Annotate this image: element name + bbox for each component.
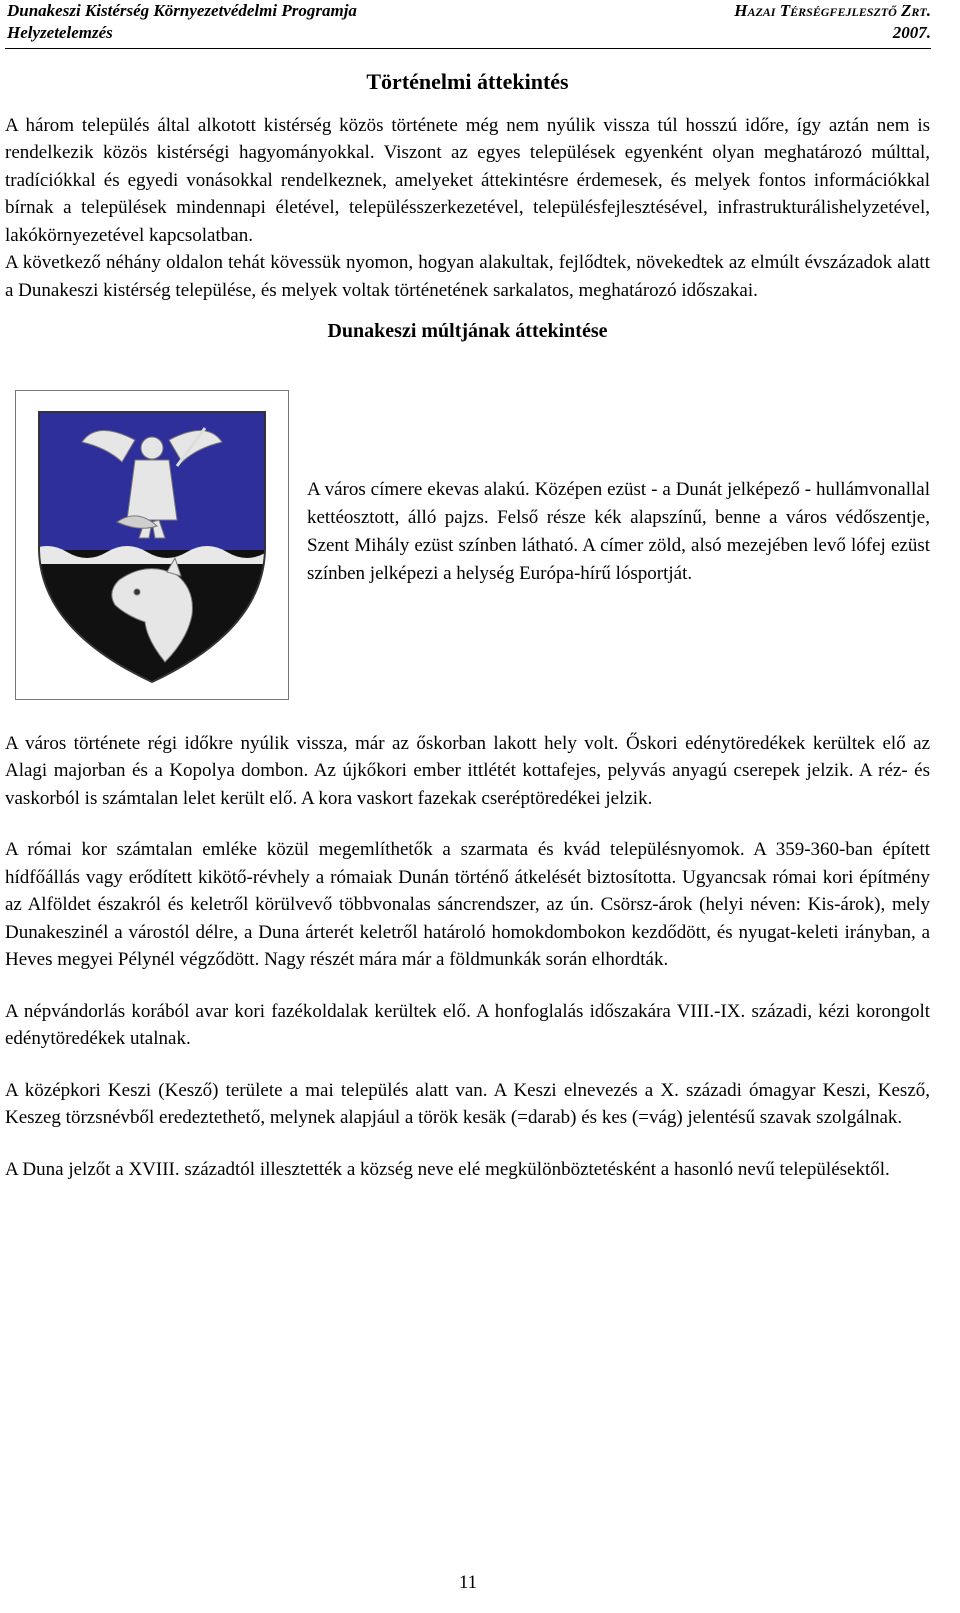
header-divider: [5, 48, 931, 49]
header-program-title: Dunakeszi Kistérség Környezetvédelmi Programja: [7, 1, 357, 20]
intro-paragraph: A három település által alkotott kistérség közös története még nem nyúlik vissza túl hosszú időre, így aztán nem is rendelkezik közös kistérségi hagyományokkal. Viszont az egyes települések egyenként olyan meghatározó múlttal, tradíciókkal és egyedi vonásokkal rendelkeznek, amelyeket áttekintésre érdemesek, és melyek fontos információkkal bírnak a települések mindennapi életével, településszerkezetével, településfejlesztésével, infrastrukturálishelyzetével, lakókörnyezetével kapcsolatban.: [5, 114, 930, 246]
header-company-name: Hazai Térségfejlesztő Zrt.: [734, 1, 931, 20]
intro-paragraph: A következő néhány oldalon tehát kövessük nyomon, hogyan alakultak, fejlődtek, növekedtek az elmúlt évszázadok alatt a Dunakeszi kistérség települése, és melyek voltak történetének sarkalatos, meghatározó időszakai.: [5, 252, 930, 301]
history-paragraph: A Duna jelzőt a XVIII. századtól illesztették a község neve elé megkülönböztetésként a hasonló nevű településektől.: [5, 1158, 890, 1180]
header-year: 2007.: [892, 23, 931, 42]
header-section-name: Helyzetelemzés: [7, 23, 113, 42]
coat-of-arms-icon: [27, 400, 277, 690]
coat-of-arms-block: [5, 390, 930, 730]
page-title: Történelmi áttekintés: [366, 69, 569, 94]
coat-of-arms-description: A város címere ekevas alakú. Középen ezüst - a Dunát jelképező - hullámvonallal kettéosztott, álló pajzs. Felső része kék alapszínű, benne a város védőszentje, Szent Mihály ezüst színben látható. A címer zöld, alsó mezejében levő lófej ezüst színben jelképezi a helység Európa-hírű lósportját.: [307, 478, 930, 584]
history-paragraph: A népvándorlás korából avar kori fazékoldalak kerültek elő. A honfoglalás időszakára VIII.-IX. századi, kézi korongolt edénytöredékek utalnak.: [5, 1000, 930, 1049]
page-header: [7, 0, 931, 44]
page-body: [5, 62, 930, 1183]
history-paragraph: A középkori Keszi (Kesző) területe a mai település alatt van. A Keszi elnevezés a X. századi ómagyar Keszi, Kesző, Keszeg törzsnévből eredeztethető, melynek alapjául a török kesäk (=darab) és kes (=vág) jelentésű szavak szolgálnak.: [5, 1079, 930, 1128]
section-subtitle: Dunakeszi múltjának áttekintése: [327, 320, 608, 342]
history-paragraph: A város története régi időkre nyúlik vissza, már az őskorban lakott hely volt. Őskori edénytöredékek kerültek elő az Alagi majorban és a Kopolya dombon. Az újkőkori ember ittlétét kottafejes, pelyvás anyagú cserepek jelzik. A réz- és vaskorból is számtalan lelet került elő. A kora vaskort fazekak cseréptöredékei jelzik.: [5, 732, 930, 809]
page-number: 11: [458, 1572, 478, 1593]
history-paragraph: A római kor számtalan emléke közül megemlíthetők a szarmata és kvád településnyomok. A 359-360-ban épített hídfőállás vagy erődített kikötő-révhely a rómaiak Dunán történő átkelését biztosította. Ugyancsak római kori építmény az Alföldet északról és keletről körülvevő többvonalas sáncrendszer, az ún. Csörsz-árok (helyi néven: Kis-árok), mely Dunakeszinél a várostól délre, a Duna árterét keletről határoló homokdombokon kezdődött, és nyugat-keleti irányban, a Heves megyei Pélynél végződött. Nagy részét mára már a földmunkák során elhordták.: [5, 839, 930, 970]
coat-of-arms-image: [15, 390, 289, 700]
